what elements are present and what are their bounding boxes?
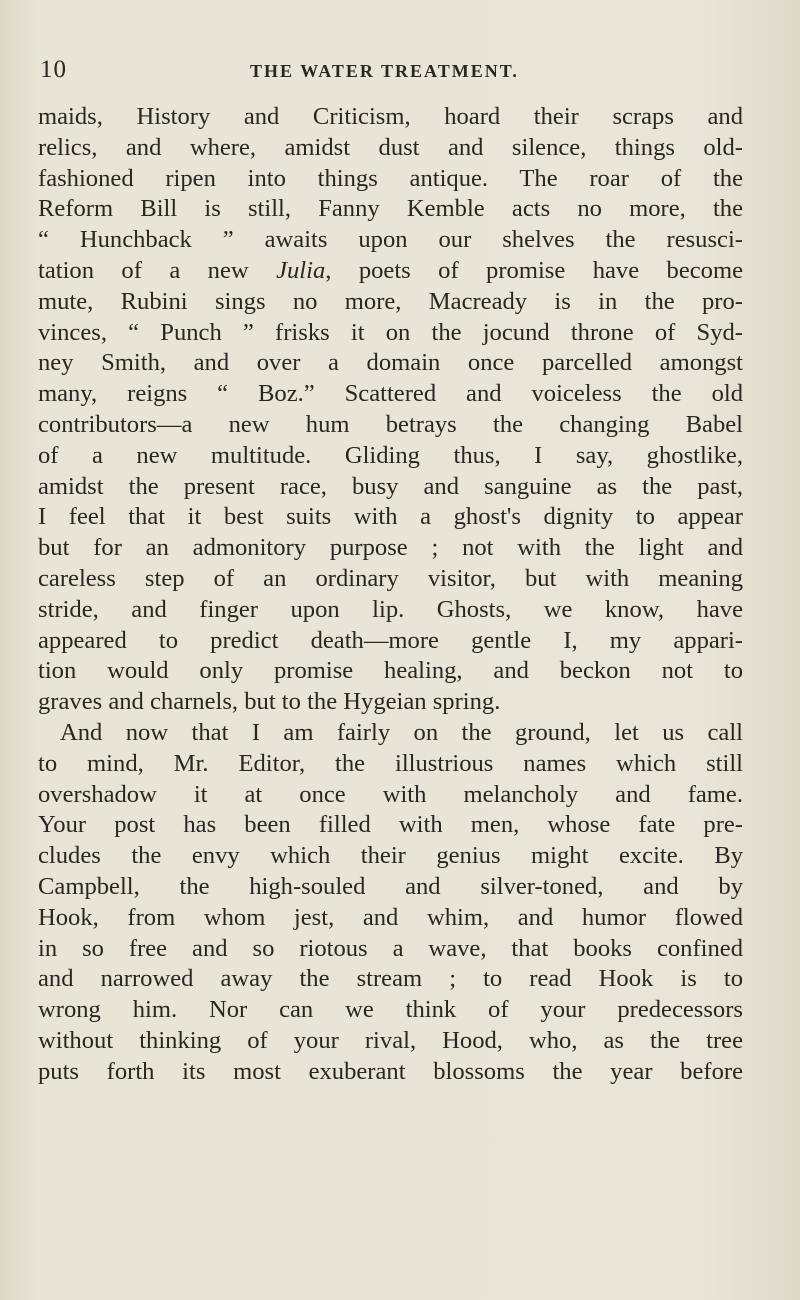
text-line: Your post has been filled with men, whose fate pre- (38, 811, 743, 839)
text-line: Hook, from whom jest, and whim, and humor flowed (38, 903, 743, 931)
text-line: mute, Rubini sings no more, Macready is in the pro- (38, 287, 743, 315)
text-line: and narrowed away the stream ; to read Hook is to (38, 965, 743, 993)
text-line: wrong him. Nor can we think of your predecessors (38, 996, 743, 1024)
text-line: “ Hunchback ” awaits upon our shelves the resusci- (38, 226, 743, 254)
text-line: in so free and so riotous a wave, that books confined (38, 934, 743, 962)
text-line: graves and charnels, but to the Hygeian spring. (38, 688, 501, 716)
text-line: stride, and finger upon lip. Ghosts, we know, have (38, 595, 743, 623)
text-line: overshadow it at once with melancholy and fame. (38, 780, 743, 808)
page-number: 10 (40, 56, 67, 83)
text-line: but for an admonitory purpose ; not with the light and (38, 534, 743, 562)
text-line: Campbell, the high-souled and silver-toned, and by (38, 872, 743, 900)
text-line: many, reigns “ Boz.” Scattered and voiceless the old (38, 380, 743, 408)
text-line: And now that I am fairly on the ground, let us call (60, 718, 743, 746)
text-line: maids, History and Criticism, hoard their scraps and (38, 103, 743, 130)
text-line: puts forth its most exuberant blossoms the year before (38, 1057, 743, 1085)
text-line: contributors—a new hum betrays the changing Babel (38, 410, 743, 438)
running-head: THE WATER TREATMENT. (250, 61, 519, 81)
page-header (40, 56, 740, 88)
text-line: I feel that it best suits with a ghost's dignity to appear (38, 503, 743, 531)
text-line: Reform Bill is still, Fanny Kemble acts no more, the (38, 195, 743, 223)
text-line: careless step of an ordinary visitor, but with meaning (38, 564, 743, 592)
text-line: cludes the envy which their genius might excite. By (38, 842, 743, 870)
text-line: fashioned ripen into things antique. The roar of the (38, 164, 743, 192)
text-line: without thinking of your rival, Hood, who, as the tree (38, 1026, 743, 1054)
text-line: tion would only promise healing, and beckon not to (38, 657, 743, 685)
text-line: tation of a new Julia, poets of promise have become (38, 256, 744, 284)
text-line: ney Smith, and over a domain once parcelled amongst (38, 349, 743, 377)
text-line: vinces, “ Punch ” frisks it on the jocund throne of Syd- (38, 318, 743, 346)
text-line: relics, and where, amidst dust and silence, things old- (38, 133, 743, 161)
text-line: to mind, Mr. Editor, the illustrious names which still (38, 749, 743, 777)
text-line: of a new multitude. Gliding thus, I say, ghostlike, (38, 441, 743, 469)
body-text (38, 102, 743, 1088)
text-line: amidst the present race, busy and sanguine as the past, (38, 472, 743, 500)
text-line: appeared to predict death—more gentle I, my appari- (38, 626, 743, 654)
